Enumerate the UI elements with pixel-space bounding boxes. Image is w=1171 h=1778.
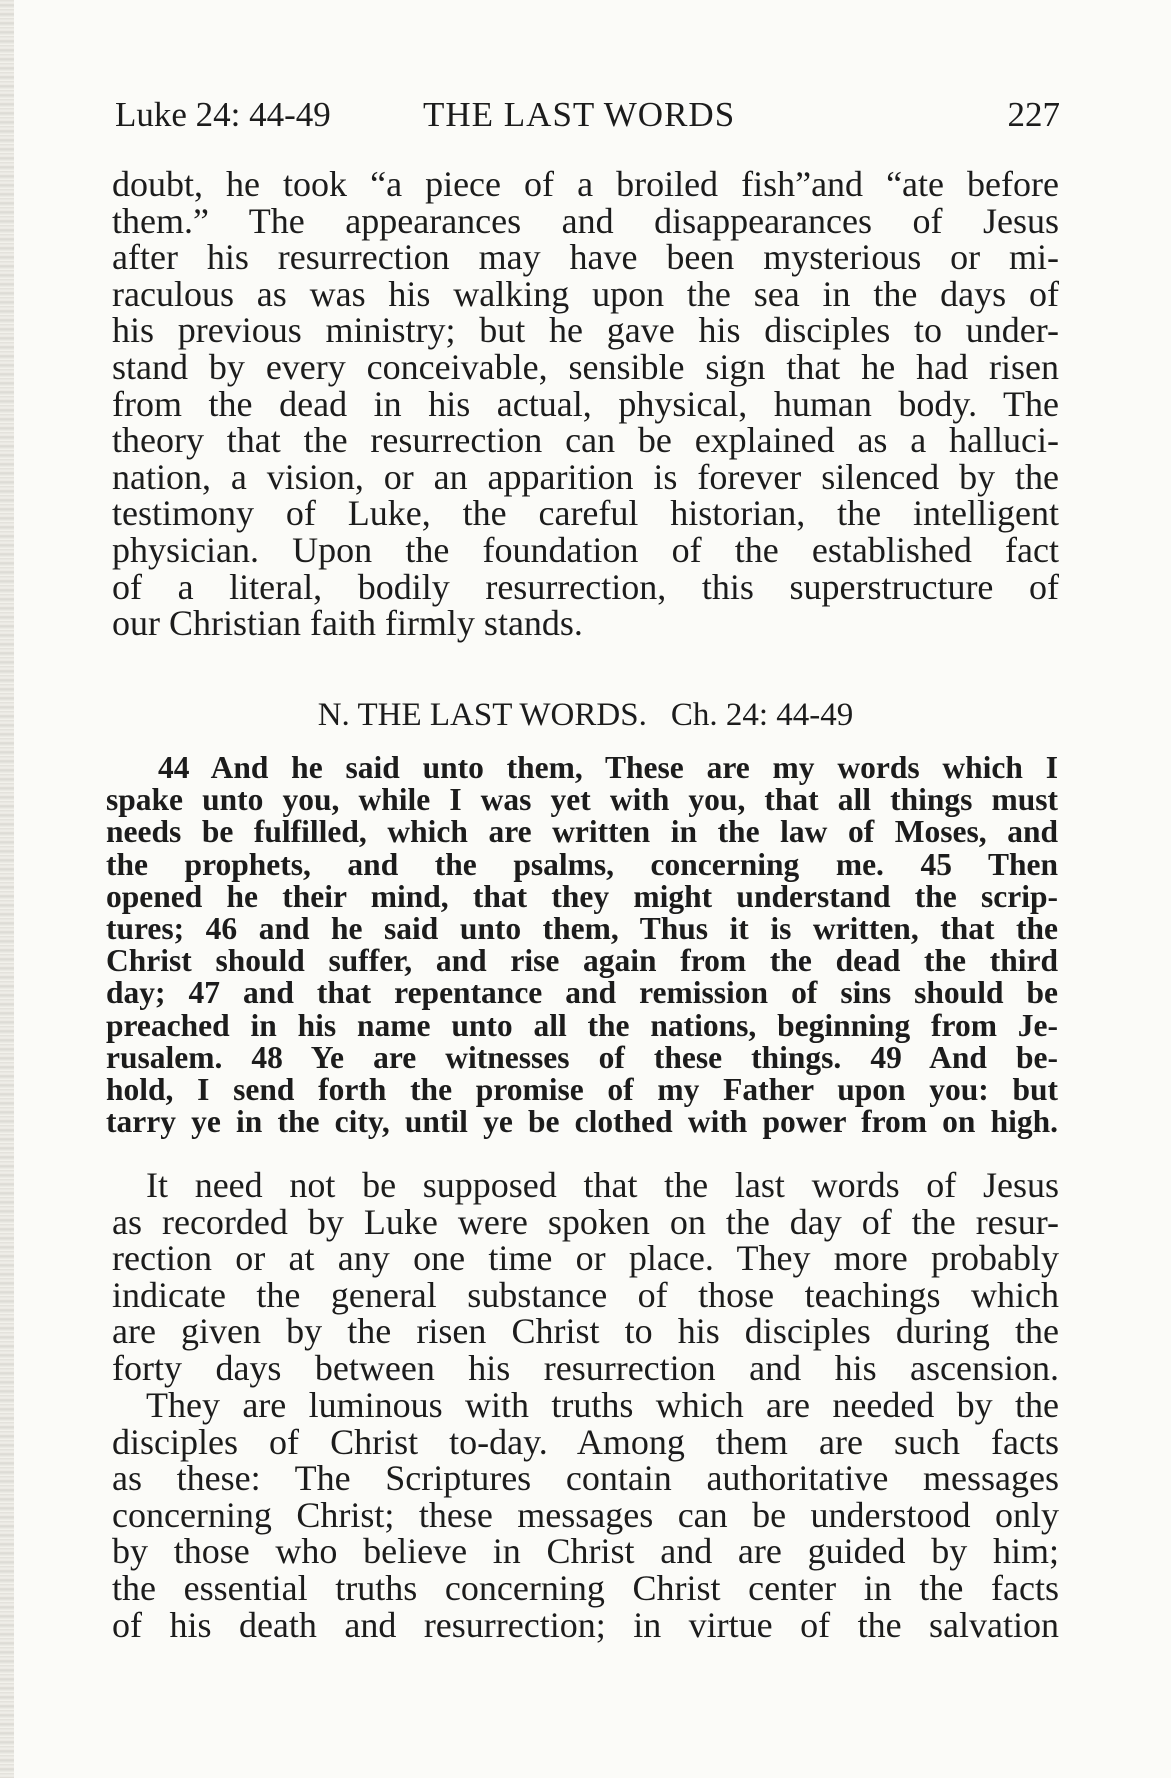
text-line: doubt, he took “a piece of a broiled fish”and “ate before — [112, 164, 1059, 204]
text-line: physician. Upon the foundation of the established fact — [112, 529, 1059, 570]
text-line: as these: The Scriptures contain authoritative messages — [112, 1458, 1059, 1499]
page-binding-edge — [0, 0, 14, 1778]
scripture-line: opened he their mind, that they might understand the scrip- — [106, 878, 1058, 914]
running-head-title: THE LAST WORDS — [423, 95, 736, 134]
scripture-line: the prophets, and the psalms, concerning me. 45 Then — [106, 846, 1058, 882]
text-line: indicate the general substance of those teachings which — [112, 1274, 1059, 1315]
scripture-line: 44 And he said unto them, These are my words which I — [158, 750, 1058, 785]
scripture-line: tarry ye in the city, until ye be clothed with power from on high. — [106, 1104, 1058, 1140]
text-line: stand by every conceivable, sensible sign that he had risen — [112, 346, 1059, 387]
running-head — [115, 92, 1060, 138]
text-line: after his resurrection may have been mysterious or mi- — [112, 237, 1059, 278]
scripture-line: hold, I send forth the promise of my Father upon you: but — [106, 1072, 1058, 1108]
text-line: of his death and resurrection; in virtue of the salvation — [112, 1604, 1059, 1645]
section-heading — [0, 694, 1171, 736]
text-line: are given by the risen Christ to his disciples during the — [112, 1311, 1059, 1352]
scripture-line: day; 47 and that repentance and remission of sins should be — [106, 975, 1058, 1011]
scripture-line: needs be fulfilled, which are written in the law of Moses, and — [106, 814, 1058, 850]
scripture-passage — [106, 752, 1058, 1138]
text-line: concerning Christ; these messages can be understood only — [112, 1494, 1059, 1535]
scripture-line: Christ should suffer, and rise again from the dead the third — [106, 943, 1058, 979]
commentary-paragraph-1 — [112, 166, 1059, 642]
scripture-line: rusalem. 48 Ye are witnesses of these things. 49 And be- — [106, 1039, 1058, 1075]
text-line: It need not be supposed that the last words of Jesus — [146, 1165, 1059, 1205]
text-line: nation, a vision, or an apparition is forever silenced by the — [112, 456, 1059, 497]
text-line: from the dead in his actual, physical, human body. The — [112, 383, 1059, 424]
scripture-line: preached in his name unto all the nations, beginning from Je- — [106, 1007, 1058, 1043]
text-line: our Christian faith firmly stands. — [112, 603, 583, 644]
scripture-line: tures; 46 and he said unto them, Thus it is written, that the — [106, 911, 1058, 947]
text-line: theory that the resurrection can be explained as a halluci- — [112, 420, 1059, 461]
text-line: forty days between his resurrection and his ascension. — [112, 1347, 1059, 1388]
text-line: them.” The appearances and disappearances of Jesus — [112, 200, 1059, 241]
text-line: They are luminous with truths which are needed by the — [146, 1385, 1059, 1425]
commentary-paragraph-3 — [112, 1387, 1059, 1643]
text-line: testimony of Luke, the careful historian, the intelligent — [112, 493, 1059, 534]
text-line: of a literal, bodily resurrection, this superstructure of — [112, 566, 1059, 607]
text-line: disciples of Christ to-day. Among them are such facts — [112, 1421, 1059, 1462]
text-line: rection or at any one time or place. They more probably — [112, 1238, 1059, 1279]
scripture-line: spake unto you, while I was yet with you, that all things must — [106, 782, 1058, 818]
text-line: the essential truths concerning Christ center in the facts — [112, 1567, 1059, 1608]
page-number: 227 — [1007, 95, 1060, 134]
text-line: as recorded by Luke were spoken on the day of the resur- — [112, 1201, 1059, 1242]
text-line: his previous ministry; but he gave his disciples to under- — [112, 310, 1059, 351]
text-line: by those who believe in Christ and are guided by him; — [112, 1531, 1059, 1572]
running-head-reference: Luke 24: 44-49 — [115, 95, 331, 134]
section-title: N. THE LAST WORDS. — [317, 697, 647, 733]
commentary-paragraph-2 — [112, 1167, 1059, 1387]
section-reference: Ch. 24: 44-49 — [670, 697, 854, 733]
text-line: raculous as was his walking upon the sea in the days of — [112, 273, 1059, 314]
